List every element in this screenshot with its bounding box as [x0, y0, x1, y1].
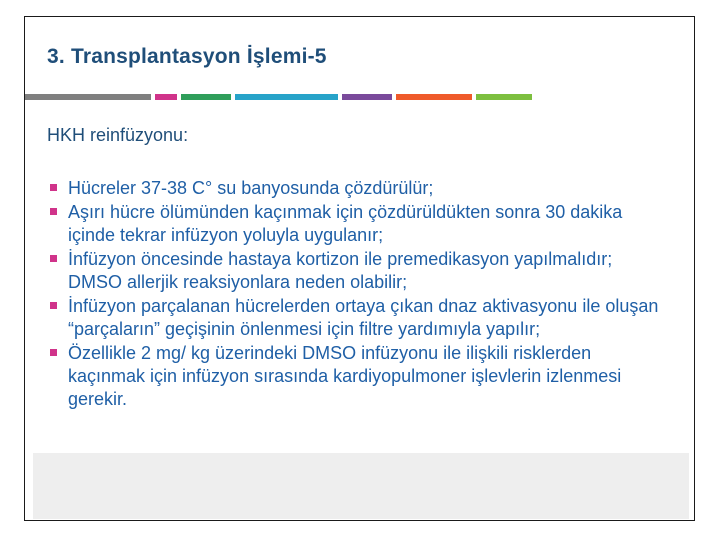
color-segment-lime: [476, 94, 532, 100]
bullet-text: İnfüzyon öncesinde hastaya kortizon ile premedikasyon yapılmalıdır; DMSO allerjik reaksiyonlara neden olabilir;: [68, 249, 613, 292]
slide-subtitle: HKH reinfüzyonu:: [47, 125, 189, 145]
bullet-square-icon: [50, 184, 57, 191]
bullet-item: [47, 177, 667, 200]
footer-band: [33, 453, 689, 519]
color-segment-orange: [396, 94, 472, 100]
bullet-list: [47, 177, 667, 412]
bullet-item: [47, 342, 667, 411]
color-segment-gray: [25, 94, 151, 100]
bullet-text: İnfüzyon parçalanan hücrelerden ortaya çıkan dnaz aktivasyonu ile oluşan “parçaların” geçişinin önlenmesi için filtre yardımıyla yapılır;: [68, 296, 659, 339]
bullet-text: Hücreler 37-38 C° su banyosunda çözdürülür;: [68, 178, 434, 198]
bullet-text: Aşırı hücre ölümünden kaçınmak için çözdürüldükten sonra 30 dakika içinde tekrar infüzyon yoluyla uygulanır;: [68, 202, 623, 245]
bullet-item: [47, 295, 667, 341]
bullet-item: [47, 248, 667, 294]
bullet-square-icon: [50, 208, 57, 215]
bullet-square-icon: [50, 349, 57, 356]
color-segment-teal: [235, 94, 338, 100]
bullet-square-icon: [50, 255, 57, 262]
slide: [24, 16, 695, 521]
color-bar: [25, 94, 532, 100]
bullet-square-icon: [50, 302, 57, 309]
slide-title: 3. Transplantasyon İşlemi-5: [47, 45, 327, 68]
bullet-item: [47, 201, 667, 247]
color-segment-green: [181, 94, 231, 100]
bullet-text: Özellikle 2 mg/ kg üzerindeki DMSO infüzyonu ile ilişkili risklerden kaçınmak için infüzyon sırasında kardiyopulmoner işlevlerin izlenmesi gerekir.: [68, 343, 622, 409]
color-segment-pink: [155, 94, 177, 100]
color-segment-purple: [342, 94, 392, 100]
